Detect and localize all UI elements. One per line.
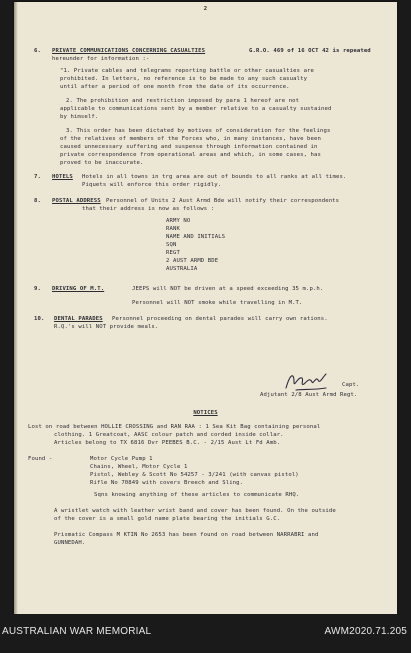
section-8-number: 8.: [34, 198, 41, 204]
found-note: Sqns knowing anything of these articles to communicate RHQ.: [94, 492, 300, 498]
section-6-para3-line2: of the relatives of members of the Forces who, in many instances, have been: [60, 136, 321, 142]
found-item-1: Motor Cycle Pump 1: [90, 456, 153, 462]
section-6-para3-line4: private correspondence from operational areas and which, in some cases, has: [60, 152, 321, 158]
section-10-line2: R.Q.'s will NOT provide meals.: [54, 324, 159, 330]
footer-accession-number: AWM2020.71.205: [324, 626, 407, 637]
notice-compass-line2: GUNNEDAH.: [54, 540, 86, 546]
address-country: AUSTRALIA: [166, 266, 198, 272]
page-number: 2: [203, 6, 208, 12]
notice-lost-line3: Articles belong to TX 6816 Dvr PEEBES B.C. - 2/15 Aust Lt Fd Amb.: [54, 440, 281, 446]
section-6-para3-line5: proved to be inaccurate.: [60, 160, 144, 166]
section-6-heading: PRIVATE COMMUNICATIONS CONCERNING CASUALTIES: [52, 48, 206, 54]
section-6-para1-line2: prohibited. In letters, no reference is to be made to any such casualty: [60, 76, 308, 82]
section-7-heading: HOTELS: [52, 174, 73, 180]
found-item-3: Pistol, Webley & Scott No 54257 - 3/241 (with canvas pistol): [90, 472, 299, 478]
notice-wristlet-line2: of the cover is a small gold name plate bearing the initials G.C.: [54, 516, 281, 522]
section-9-heading: DRIVING OF M.T.: [52, 286, 105, 292]
section-6-para2-line1: 2. The prohibition and restriction imposed by para 1 hereof are not: [66, 98, 300, 104]
section-8-heading: POSTAL ADDRESS: [52, 198, 101, 204]
address-army-no: ARMY NO: [166, 218, 191, 224]
footer-institution: AUSTRALIAN WAR MEMORIAL: [2, 626, 152, 637]
section-9-line1: JEEPS will NOT be driven at a speed exceeding 35 m.p.h.: [132, 286, 324, 292]
document-page: [14, 2, 397, 614]
notice-wristlet-line1: A wristlet watch with leather wrist band and cover has been found. On the outside: [54, 508, 336, 514]
notice-lost-line1: Lost on road between HOLLIE CROSSING and RAN RAA : 1 Sea Kit Bag containing personal: [28, 424, 321, 430]
section-8-line2: that their address is now as follows :: [82, 206, 215, 212]
address-bde: 2 AUST ARMD BDE: [166, 258, 219, 264]
archive-footer: [0, 614, 411, 653]
section-6-number: 6.: [34, 48, 41, 54]
notice-lost-line2: clothing. 1 Greatcoat, AASC colour patch and corded inside collar.: [54, 432, 284, 438]
section-6-para2-line3: by himself.: [60, 114, 99, 120]
found-item-2: Chains, Wheel, Motor Cycle 1: [90, 464, 188, 470]
notice-found-label: Found -: [28, 456, 53, 462]
found-item-4: Rifle No 70849 with covers Breech and Sling.: [90, 480, 244, 486]
section-6-reference: G.R.O. 469 of 16 OCT 42 is repeated: [249, 48, 371, 54]
section-7-number: 7.: [34, 174, 41, 180]
signature-title: Adjutant 2/8 Aust Armd Regt.: [260, 392, 358, 398]
address-name: NAME AND INITIALS: [166, 234, 226, 240]
section-6-para1-line1: "1. Private cables and telegrams reporting battle or other casualties are: [60, 68, 315, 74]
section-6-intro: hereunder for information :-: [52, 56, 150, 62]
section-6-para3-line1: 3. This order has been dictated by motives of consideration for the feelings: [66, 128, 331, 134]
section-8-line1: Personnel of Units 2 Aust Armd Bde will notify their correspondents: [106, 198, 340, 204]
address-regt: REGT: [166, 250, 180, 256]
section-10-heading: DENTAL PARADES: [54, 316, 103, 322]
section-7-line2: Piquets will enforce this order rigidly.: [82, 182, 222, 188]
notices-heading: NOTICES: [193, 410, 218, 416]
section-7-line1: Hotels in all towns in trg area are out of bounds to all ranks at all times.: [82, 174, 347, 180]
section-6-para1-line3: until after a period of one month from the date of its occurrence.: [60, 84, 290, 90]
notice-compass-line1: Prismatic Compass M KTIN No 2653 has been found on road between NARRABRI and: [54, 532, 319, 538]
section-6-para2-line2: applicable to communications sent by a member relative to a casualty sustained: [60, 106, 332, 112]
section-10-line1: Personnel proceeding on dental parades will carry own rations.: [112, 316, 328, 322]
address-sqn: SQN: [166, 242, 177, 248]
handwritten-signature: [282, 368, 330, 394]
section-6-para3-line3: caused unnecessary suffering and suspense through information contained in: [60, 144, 318, 150]
address-rank: RANK: [166, 226, 180, 232]
section-9-line2: Personnel will NOT smoke while travelling in M.T.: [132, 300, 303, 306]
section-9-number: 9.: [34, 286, 41, 292]
signature-rank: Capt.: [342, 382, 360, 388]
section-10-number: 10.: [34, 316, 45, 322]
